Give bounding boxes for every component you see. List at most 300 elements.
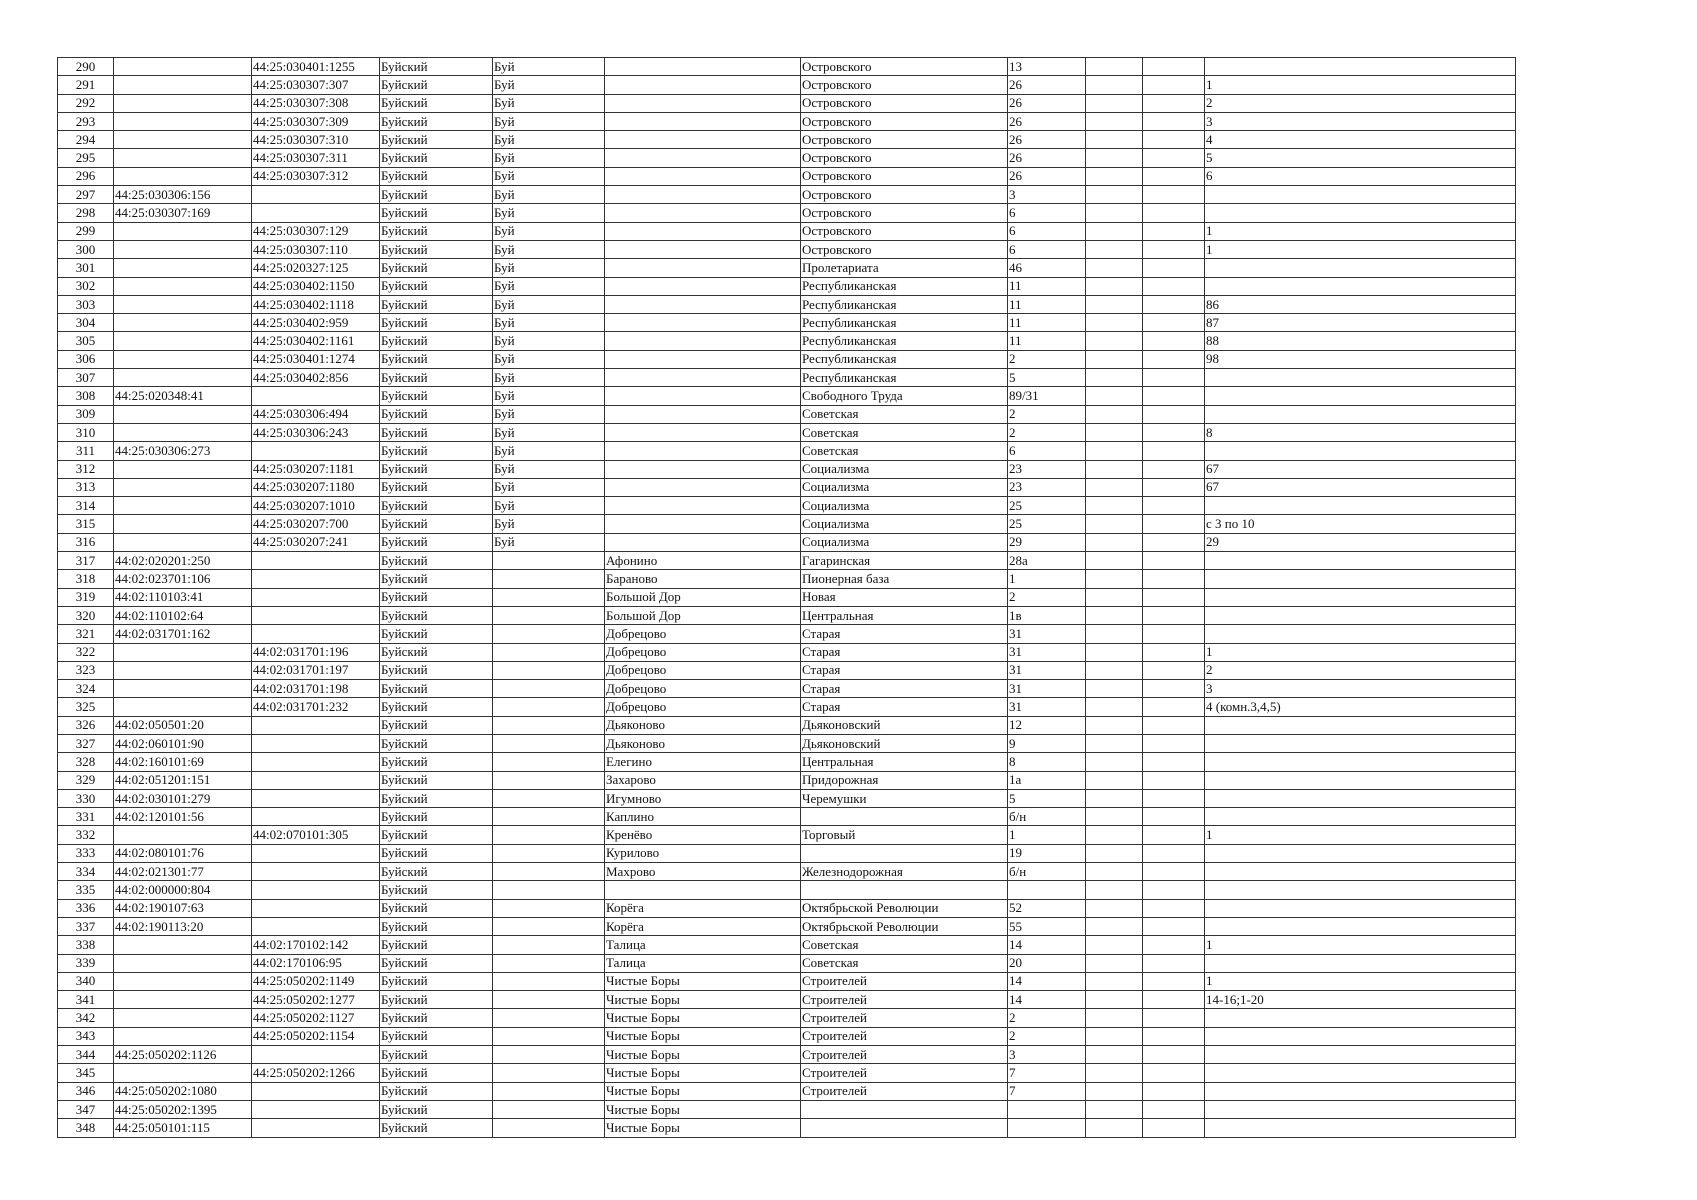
table-row xyxy=(58,76,1516,94)
street-cell xyxy=(801,1100,1008,1118)
house-cell: 29 xyxy=(1008,533,1086,551)
cadastral-number-cell: 44:02:080101:76 xyxy=(114,844,252,862)
house-cell: 89/31 xyxy=(1008,387,1086,405)
city-cell xyxy=(493,698,605,716)
city-cell: Буй xyxy=(493,240,605,258)
street-cell: Старая xyxy=(801,643,1008,661)
parent-cadastral-number-cell: 44:25:030401:1255 xyxy=(252,58,380,76)
building-cell xyxy=(1086,1082,1143,1100)
row-number-cell: 323 xyxy=(58,661,114,679)
cadastral-number-cell xyxy=(114,936,252,954)
city-cell xyxy=(493,1119,605,1137)
property-register-table xyxy=(57,57,1516,1138)
street-cell: Октябрьской Революции xyxy=(801,899,1008,917)
city-cell: Буй xyxy=(493,167,605,185)
settlement-cell: Чистые Боры xyxy=(605,1082,801,1100)
apartment-cell xyxy=(1205,552,1516,570)
settlement-cell xyxy=(605,94,801,112)
parent-cadastral-number-cell xyxy=(252,570,380,588)
building-cell xyxy=(1086,936,1143,954)
row-number-cell: 317 xyxy=(58,552,114,570)
table-row xyxy=(58,606,1516,624)
house-cell xyxy=(1008,1100,1086,1118)
apartment-cell: 5 xyxy=(1205,149,1516,167)
apartment-cell xyxy=(1205,442,1516,460)
apartment-cell xyxy=(1205,277,1516,295)
house-cell: 23 xyxy=(1008,478,1086,496)
apartment-cell xyxy=(1205,1119,1516,1137)
row-number-cell: 310 xyxy=(58,423,114,441)
parent-cadastral-number-cell: 44:25:030402:959 xyxy=(252,314,380,332)
cadastral-number-cell xyxy=(114,533,252,551)
structure-cell xyxy=(1143,259,1205,277)
apartment-cell xyxy=(1205,405,1516,423)
row-number-cell: 342 xyxy=(58,1009,114,1027)
structure-cell xyxy=(1143,167,1205,185)
row-number-cell: 314 xyxy=(58,497,114,515)
table-row xyxy=(58,314,1516,332)
table-row xyxy=(58,149,1516,167)
street-cell: Центральная xyxy=(801,753,1008,771)
structure-cell xyxy=(1143,1100,1205,1118)
row-number-cell: 348 xyxy=(58,1119,114,1137)
district-cell: Буйский xyxy=(380,277,493,295)
settlement-cell: Захарово xyxy=(605,771,801,789)
table-row xyxy=(58,442,1516,460)
structure-cell xyxy=(1143,753,1205,771)
structure-cell xyxy=(1143,826,1205,844)
building-cell xyxy=(1086,570,1143,588)
district-cell: Буйский xyxy=(380,1046,493,1064)
settlement-cell xyxy=(605,58,801,76)
parent-cadastral-number-cell: 44:25:030207:1180 xyxy=(252,478,380,496)
cadastral-number-cell: 44:02:060101:90 xyxy=(114,734,252,752)
apartment-cell xyxy=(1205,917,1516,935)
street-cell: Социализма xyxy=(801,478,1008,496)
street-cell xyxy=(801,881,1008,899)
table-row xyxy=(58,1046,1516,1064)
cadastral-number-cell: 44:25:030307:169 xyxy=(114,204,252,222)
house-cell: 6 xyxy=(1008,222,1086,240)
row-number-cell: 325 xyxy=(58,698,114,716)
building-cell xyxy=(1086,863,1143,881)
structure-cell xyxy=(1143,295,1205,313)
building-cell xyxy=(1086,94,1143,112)
street-cell: Республиканская xyxy=(801,277,1008,295)
city-cell xyxy=(493,826,605,844)
settlement-cell xyxy=(605,131,801,149)
street-cell: Республиканская xyxy=(801,295,1008,313)
settlement-cell xyxy=(605,478,801,496)
settlement-cell: Игумново xyxy=(605,789,801,807)
parent-cadastral-number-cell xyxy=(252,881,380,899)
city-cell: Буй xyxy=(493,131,605,149)
city-cell xyxy=(493,1009,605,1027)
row-number-cell: 300 xyxy=(58,240,114,258)
house-cell: 25 xyxy=(1008,497,1086,515)
district-cell: Буйский xyxy=(380,186,493,204)
apartment-cell xyxy=(1205,497,1516,515)
street-cell: Железнодорожная xyxy=(801,863,1008,881)
house-cell: 14 xyxy=(1008,936,1086,954)
building-cell xyxy=(1086,442,1143,460)
structure-cell xyxy=(1143,1064,1205,1082)
cadastral-number-cell xyxy=(114,314,252,332)
table-row xyxy=(58,954,1516,972)
city-cell: Буй xyxy=(493,94,605,112)
settlement-cell: Чистые Боры xyxy=(605,1100,801,1118)
building-cell xyxy=(1086,259,1143,277)
row-number-cell: 299 xyxy=(58,222,114,240)
building-cell xyxy=(1086,515,1143,533)
table-row xyxy=(58,826,1516,844)
district-cell: Буйский xyxy=(380,771,493,789)
building-cell xyxy=(1086,588,1143,606)
settlement-cell xyxy=(605,405,801,423)
cadastral-number-cell xyxy=(114,497,252,515)
apartment-cell xyxy=(1205,1064,1516,1082)
city-cell: Буй xyxy=(493,112,605,130)
cadastral-number-cell xyxy=(114,277,252,295)
row-number-cell: 339 xyxy=(58,954,114,972)
cadastral-number-cell: 44:02:160101:69 xyxy=(114,753,252,771)
district-cell: Буйский xyxy=(380,259,493,277)
district-cell: Буйский xyxy=(380,369,493,387)
parent-cadastral-number-cell: 44:02:031701:232 xyxy=(252,698,380,716)
settlement-cell: Добрецово xyxy=(605,698,801,716)
row-number-cell: 290 xyxy=(58,58,114,76)
settlement-cell: Корёга xyxy=(605,899,801,917)
table-row xyxy=(58,387,1516,405)
settlement-cell: Добрецово xyxy=(605,661,801,679)
settlement-cell xyxy=(605,442,801,460)
city-cell: Буй xyxy=(493,515,605,533)
settlement-cell xyxy=(605,222,801,240)
district-cell: Буйский xyxy=(380,442,493,460)
house-cell: 23 xyxy=(1008,460,1086,478)
row-number-cell: 337 xyxy=(58,917,114,935)
cadastral-number-cell xyxy=(114,222,252,240)
table-row xyxy=(58,277,1516,295)
table-row xyxy=(58,552,1516,570)
district-cell: Буйский xyxy=(380,1100,493,1118)
row-number-cell: 336 xyxy=(58,899,114,917)
building-cell xyxy=(1086,332,1143,350)
district-cell: Буйский xyxy=(380,240,493,258)
city-cell xyxy=(493,1046,605,1064)
city-cell xyxy=(493,753,605,771)
apartment-cell xyxy=(1205,863,1516,881)
house-cell: 9 xyxy=(1008,734,1086,752)
building-cell xyxy=(1086,222,1143,240)
city-cell xyxy=(493,899,605,917)
parent-cadastral-number-cell xyxy=(252,1046,380,1064)
cadastral-number-cell: 44:02:030101:279 xyxy=(114,789,252,807)
apartment-cell: 98 xyxy=(1205,350,1516,368)
house-cell: 52 xyxy=(1008,899,1086,917)
table-row xyxy=(58,497,1516,515)
row-number-cell: 315 xyxy=(58,515,114,533)
table-row xyxy=(58,240,1516,258)
row-number-cell: 311 xyxy=(58,442,114,460)
district-cell: Буйский xyxy=(380,222,493,240)
house-cell: 6 xyxy=(1008,240,1086,258)
building-cell xyxy=(1086,954,1143,972)
building-cell xyxy=(1086,808,1143,826)
district-cell: Буйский xyxy=(380,1009,493,1027)
cadastral-number-cell xyxy=(114,698,252,716)
row-number-cell: 338 xyxy=(58,936,114,954)
structure-cell xyxy=(1143,515,1205,533)
city-cell xyxy=(493,734,605,752)
structure-cell xyxy=(1143,1009,1205,1027)
table-row xyxy=(58,222,1516,240)
cadastral-number-cell: 44:02:000000:804 xyxy=(114,881,252,899)
structure-cell xyxy=(1143,405,1205,423)
street-cell: Свободного Труда xyxy=(801,387,1008,405)
city-cell xyxy=(493,881,605,899)
structure-cell xyxy=(1143,771,1205,789)
house-cell: 11 xyxy=(1008,314,1086,332)
district-cell: Буйский xyxy=(380,734,493,752)
row-number-cell: 304 xyxy=(58,314,114,332)
parent-cadastral-number-cell: 44:25:030402:1118 xyxy=(252,295,380,313)
parent-cadastral-number-cell xyxy=(252,204,380,222)
parent-cadastral-number-cell: 44:25:030307:110 xyxy=(252,240,380,258)
house-cell: 11 xyxy=(1008,332,1086,350)
row-number-cell: 297 xyxy=(58,186,114,204)
building-cell xyxy=(1086,1100,1143,1118)
street-cell: Островского xyxy=(801,222,1008,240)
house-cell: 26 xyxy=(1008,131,1086,149)
house-cell: 1 xyxy=(1008,826,1086,844)
row-number-cell: 324 xyxy=(58,680,114,698)
parent-cadastral-number-cell: 44:02:170106:95 xyxy=(252,954,380,972)
city-cell xyxy=(493,789,605,807)
apartment-cell: 3 xyxy=(1205,680,1516,698)
apartment-cell xyxy=(1205,753,1516,771)
row-number-cell: 329 xyxy=(58,771,114,789)
apartment-cell xyxy=(1205,387,1516,405)
table-row xyxy=(58,1027,1516,1045)
apartment-cell: 2 xyxy=(1205,94,1516,112)
settlement-cell: Афонино xyxy=(605,552,801,570)
house-cell: 2 xyxy=(1008,405,1086,423)
district-cell: Буйский xyxy=(380,863,493,881)
house-cell: 5 xyxy=(1008,369,1086,387)
city-cell: Буй xyxy=(493,478,605,496)
parent-cadastral-number-cell xyxy=(252,552,380,570)
parent-cadastral-number-cell: 44:25:030307:312 xyxy=(252,167,380,185)
street-cell: Островского xyxy=(801,186,1008,204)
house-cell: 26 xyxy=(1008,94,1086,112)
structure-cell xyxy=(1143,1082,1205,1100)
structure-cell xyxy=(1143,936,1205,954)
table-row xyxy=(58,643,1516,661)
parent-cadastral-number-cell: 44:25:050202:1154 xyxy=(252,1027,380,1045)
city-cell xyxy=(493,771,605,789)
street-cell: Старая xyxy=(801,698,1008,716)
cadastral-number-cell: 44:02:050501:20 xyxy=(114,716,252,734)
structure-cell xyxy=(1143,899,1205,917)
street-cell xyxy=(801,808,1008,826)
parent-cadastral-number-cell: 44:25:050202:1266 xyxy=(252,1064,380,1082)
cadastral-number-cell xyxy=(114,240,252,258)
city-cell xyxy=(493,661,605,679)
city-cell: Буй xyxy=(493,423,605,441)
settlement-cell: Чистые Боры xyxy=(605,1064,801,1082)
structure-cell xyxy=(1143,1119,1205,1137)
district-cell: Буйский xyxy=(380,643,493,661)
district-cell: Буйский xyxy=(380,552,493,570)
row-number-cell: 318 xyxy=(58,570,114,588)
cadastral-number-cell xyxy=(114,76,252,94)
settlement-cell: Добрецово xyxy=(605,680,801,698)
house-cell: 6 xyxy=(1008,204,1086,222)
table-row xyxy=(58,131,1516,149)
house-cell: 19 xyxy=(1008,844,1086,862)
cadastral-number-cell xyxy=(114,661,252,679)
cadastral-number-cell xyxy=(114,94,252,112)
house-cell: 31 xyxy=(1008,643,1086,661)
table-row xyxy=(58,680,1516,698)
settlement-cell xyxy=(605,387,801,405)
city-cell xyxy=(493,606,605,624)
table-row xyxy=(58,478,1516,496)
settlement-cell xyxy=(605,497,801,515)
row-number-cell: 295 xyxy=(58,149,114,167)
structure-cell xyxy=(1143,332,1205,350)
parent-cadastral-number-cell: 44:02:031701:197 xyxy=(252,661,380,679)
settlement-cell: Дьяконово xyxy=(605,716,801,734)
settlement-cell: Талица xyxy=(605,936,801,954)
table-row xyxy=(58,698,1516,716)
structure-cell xyxy=(1143,58,1205,76)
street-cell: Островского xyxy=(801,76,1008,94)
house-cell: 13 xyxy=(1008,58,1086,76)
house-cell: 14 xyxy=(1008,991,1086,1009)
building-cell xyxy=(1086,1046,1143,1064)
structure-cell xyxy=(1143,789,1205,807)
settlement-cell xyxy=(605,259,801,277)
cadastral-number-cell: 44:02:020201:250 xyxy=(114,552,252,570)
table-row xyxy=(58,899,1516,917)
street-cell: Советская xyxy=(801,442,1008,460)
district-cell: Буйский xyxy=(380,387,493,405)
apartment-cell: 1 xyxy=(1205,76,1516,94)
district-cell: Буйский xyxy=(380,478,493,496)
cadastral-number-cell xyxy=(114,680,252,698)
building-cell xyxy=(1086,698,1143,716)
city-cell: Буй xyxy=(493,259,605,277)
street-cell: Дьяконовский xyxy=(801,734,1008,752)
city-cell xyxy=(493,680,605,698)
table-row xyxy=(58,588,1516,606)
district-cell: Буйский xyxy=(380,991,493,1009)
parent-cadastral-number-cell: 44:25:050202:1127 xyxy=(252,1009,380,1027)
structure-cell xyxy=(1143,625,1205,643)
parent-cadastral-number-cell xyxy=(252,917,380,935)
row-number-cell: 313 xyxy=(58,478,114,496)
city-cell xyxy=(493,808,605,826)
district-cell: Буйский xyxy=(380,94,493,112)
table-row xyxy=(58,625,1516,643)
structure-cell xyxy=(1143,423,1205,441)
building-cell xyxy=(1086,771,1143,789)
building-cell xyxy=(1086,387,1143,405)
city-cell xyxy=(493,643,605,661)
city-cell xyxy=(493,716,605,734)
apartment-cell: 1 xyxy=(1205,222,1516,240)
table-row xyxy=(58,734,1516,752)
building-cell xyxy=(1086,460,1143,478)
district-cell: Буйский xyxy=(380,917,493,935)
row-number-cell: 302 xyxy=(58,277,114,295)
house-cell: 26 xyxy=(1008,167,1086,185)
street-cell: Советская xyxy=(801,954,1008,972)
parent-cadastral-number-cell: 44:25:030402:1161 xyxy=(252,332,380,350)
building-cell xyxy=(1086,186,1143,204)
district-cell: Буйский xyxy=(380,350,493,368)
apartment-cell: 3 xyxy=(1205,112,1516,130)
apartment-cell xyxy=(1205,716,1516,734)
district-cell: Буйский xyxy=(380,972,493,990)
cadastral-number-cell xyxy=(114,149,252,167)
cadastral-number-cell: 44:25:050101:115 xyxy=(114,1119,252,1137)
city-cell: Буй xyxy=(493,58,605,76)
apartment-cell: 1 xyxy=(1205,643,1516,661)
row-number-cell: 308 xyxy=(58,387,114,405)
apartment-cell xyxy=(1205,954,1516,972)
table-row xyxy=(58,112,1516,130)
settlement-cell: Дьяконово xyxy=(605,734,801,752)
street-cell: Пионерная база xyxy=(801,570,1008,588)
parent-cadastral-number-cell: 44:25:030207:1181 xyxy=(252,460,380,478)
settlement-cell xyxy=(605,149,801,167)
house-cell: 26 xyxy=(1008,149,1086,167)
settlement-cell xyxy=(605,515,801,533)
cadastral-number-cell xyxy=(114,112,252,130)
table-row xyxy=(58,350,1516,368)
cadastral-number-cell: 44:25:030306:156 xyxy=(114,186,252,204)
parent-cadastral-number-cell xyxy=(252,789,380,807)
structure-cell xyxy=(1143,588,1205,606)
district-cell: Буйский xyxy=(380,625,493,643)
row-number-cell: 316 xyxy=(58,533,114,551)
table-row xyxy=(58,259,1516,277)
building-cell xyxy=(1086,1119,1143,1137)
parent-cadastral-number-cell xyxy=(252,771,380,789)
building-cell xyxy=(1086,734,1143,752)
settlement-cell: Большой Дор xyxy=(605,606,801,624)
parent-cadastral-number-cell: 44:25:050202:1277 xyxy=(252,991,380,1009)
parent-cadastral-number-cell: 44:02:031701:196 xyxy=(252,643,380,661)
structure-cell xyxy=(1143,240,1205,258)
street-cell xyxy=(801,844,1008,862)
structure-cell xyxy=(1143,698,1205,716)
city-cell: Буй xyxy=(493,369,605,387)
table-row xyxy=(58,789,1516,807)
building-cell xyxy=(1086,478,1143,496)
house-cell: б/н xyxy=(1008,863,1086,881)
district-cell: Буйский xyxy=(380,204,493,222)
house-cell: 7 xyxy=(1008,1082,1086,1100)
parent-cadastral-number-cell xyxy=(252,808,380,826)
cadastral-number-cell xyxy=(114,460,252,478)
structure-cell xyxy=(1143,954,1205,972)
apartment-cell: 67 xyxy=(1205,478,1516,496)
district-cell: Буйский xyxy=(380,112,493,130)
